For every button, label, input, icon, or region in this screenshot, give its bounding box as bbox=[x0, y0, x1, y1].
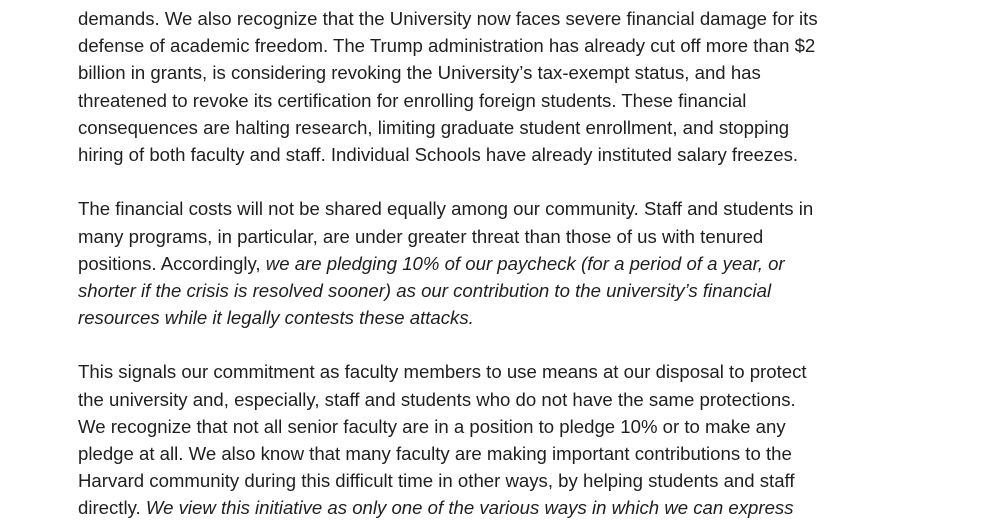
paragraph-spacer bbox=[78, 331, 978, 358]
text-run: positions. Accordingly, bbox=[78, 252, 266, 274]
text-line bbox=[78, 358, 978, 385]
italic-text-run: We view this initiative as only one of the various ways in which we can express bbox=[145, 497, 794, 519]
paragraph-pledge bbox=[78, 195, 978, 331]
text-line bbox=[78, 304, 978, 331]
text-run: demands. We also recognize that the University now faces severe financial damage for its bbox=[78, 8, 818, 29]
text-line bbox=[78, 223, 978, 250]
text-line bbox=[78, 467, 978, 494]
italic-text-run: shorter if the crisis is resolved sooner) as our contribution to the university’s financial bbox=[78, 279, 772, 301]
text-line bbox=[78, 277, 978, 304]
text-run: directly. bbox=[78, 497, 146, 519]
text-run: hiring of both faculty and staff. Individual Schools have already instituted salary freezes. bbox=[78, 143, 799, 165]
text-line bbox=[78, 195, 978, 222]
text-run: consequences are halting research, limiting graduate student enrollment, and stopping bbox=[78, 116, 790, 138]
text-run: defense of academic freedom. The Trump administration has already cut off more than $2 bbox=[78, 35, 816, 57]
text-line bbox=[78, 87, 978, 114]
text-run: Harvard community during this difficult time in other ways, by helping students and staff bbox=[78, 470, 795, 492]
text-line bbox=[78, 250, 978, 277]
text-line bbox=[78, 386, 978, 413]
text-run: many programs, in particular, are under greater threat than those of us with tenured bbox=[78, 225, 764, 247]
paragraph-spacer bbox=[78, 168, 978, 195]
text-line bbox=[78, 5, 978, 32]
text-line bbox=[78, 114, 978, 141]
text-line bbox=[78, 59, 978, 86]
document-body bbox=[78, 5, 978, 522]
text-run: We recognize that not all senior faculty are in a position to pledge 10% or to make any bbox=[78, 415, 786, 437]
text-line bbox=[78, 413, 978, 440]
text-line bbox=[78, 141, 978, 168]
italic-text-run: we are pledging 10% of our paycheck (for a period of a year, or bbox=[265, 252, 785, 274]
paragraph-commitment bbox=[78, 358, 978, 521]
text-run: The financial costs will not be shared equally among our community. Staff and students in bbox=[78, 198, 814, 220]
text-run: pledge at all. We also know that many faculty are making important contributions to the bbox=[78, 443, 792, 464]
text-line bbox=[78, 440, 978, 467]
text-run: billion in grants, is considering revoking the University’s tax-exempt status, and has bbox=[78, 62, 761, 84]
text-run: the university and, especially, staff and students who do not have the same protections. bbox=[78, 388, 796, 410]
text-line bbox=[78, 32, 978, 59]
text-line bbox=[78, 494, 978, 521]
paragraph-financial-damage bbox=[78, 5, 978, 168]
text-run: threatened to revoke its certification for enrolling foreign students. These financial bbox=[78, 89, 747, 111]
text-run: This signals our commitment as faculty members to use means at our disposal to protect bbox=[78, 361, 807, 383]
italic-text-run: resources while it legally contests these attacks. bbox=[78, 307, 474, 329]
